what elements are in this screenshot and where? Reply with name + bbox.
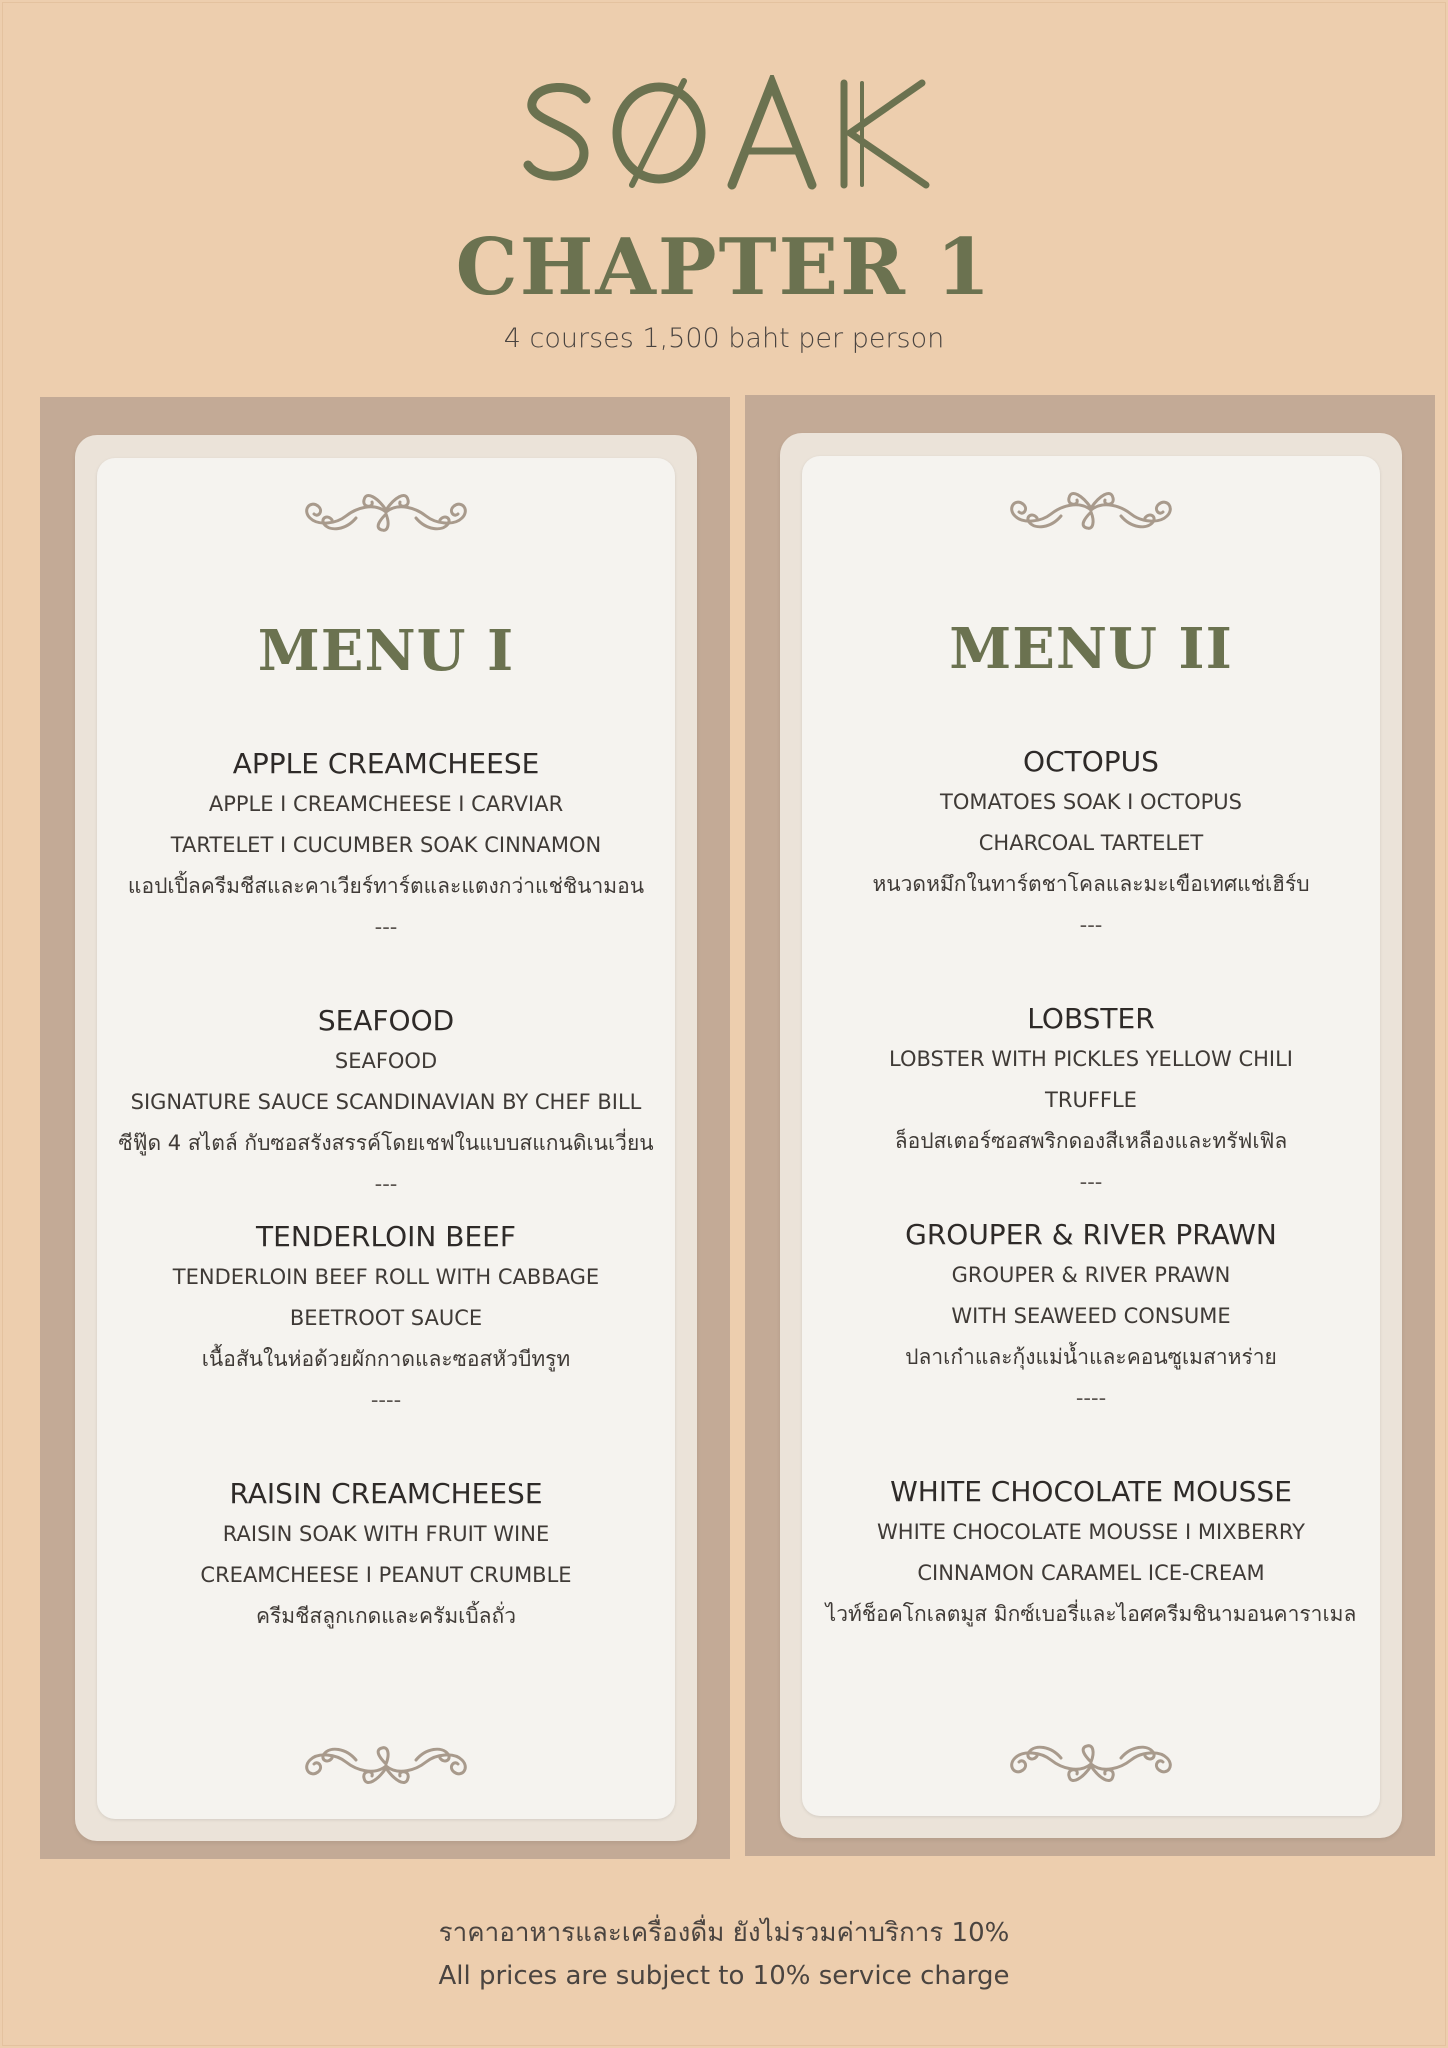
course-item — [97, 1474, 675, 1637]
course-name: APPLE CREAMCHEESE — [232, 747, 540, 780]
course-description-thai: ล็อปสเตอร์ซอสพริกดองสีเหลืองและทรัฟเฟิล — [894, 1129, 1288, 1153]
course-description-thai: เนื้อสันในห่อด้วยผักกาดและซอสหัวบีทรูท — [201, 1347, 571, 1371]
course-separator: ---- — [370, 1388, 402, 1412]
menu-title: MENU II — [949, 616, 1233, 682]
course-description-thai: หนวดหมึกในทาร์ตชาโคลและมะเขือเทศแช่เฮิร์บ — [872, 872, 1310, 896]
course-separator: --- — [1079, 1170, 1103, 1194]
course-name: WHITE CHOCOLATE MOUSSE — [890, 1475, 1292, 1508]
bottom-flourish-icon — [802, 1736, 1380, 1796]
course-name: OCTOPUS — [1023, 745, 1159, 778]
menu-card-1 — [97, 458, 675, 1819]
course-name: GROUPER & RIVER PRAWN — [905, 1218, 1277, 1251]
menu-card-2 — [802, 456, 1380, 1816]
course-description: SEAFOOD — [334, 1049, 438, 1073]
menu-card-frame — [75, 435, 697, 1841]
course-description: LOBSTER WITH PICKLES YELLOW CHILI — [889, 1047, 1293, 1071]
bottom-flourish-icon — [97, 1738, 675, 1798]
course-description: WHITE CHOCOLATE MOUSSE I MIXBERRY — [877, 1520, 1305, 1544]
course-name: SEAFOOD — [317, 1004, 455, 1037]
course-description: BEETROOT SAUCE — [289, 1306, 483, 1330]
course-name: RAISIN CREAMCHEESE — [229, 1477, 543, 1510]
course-description: TARTELET I CUCUMBER SOAK CINNAMON — [170, 833, 602, 857]
course-description: CREAMCHEESE I PEANUT CRUMBLE — [200, 1563, 572, 1587]
course-description: TENDERLOIN BEEF ROLL WITH CABBAGE — [172, 1265, 600, 1289]
course-item — [97, 1001, 675, 1204]
course-description-thai: ไวท์ช็อคโกเลตมูส มิกซ์เบอรี่และไอศครีมชินามอนคาราเมล — [825, 1602, 1357, 1626]
course-description: WITH SEAWEED CONSUME — [951, 1304, 1231, 1328]
top-flourish-icon — [802, 478, 1380, 538]
soak-logo — [0, 75, 1448, 195]
menu-panel-2 — [745, 395, 1435, 1856]
menu-card-frame — [780, 433, 1402, 1838]
course-description: TRUFFLE — [1045, 1088, 1137, 1112]
course-item — [802, 1472, 1380, 1635]
course-item — [802, 1215, 1380, 1418]
course-description: TOMATOES SOAK I OCTOPUS — [940, 790, 1242, 814]
course-name: TENDERLOIN BEEF — [256, 1220, 516, 1253]
course-separator: ---- — [1075, 1386, 1107, 1410]
footer-service-charge-note: All prices are subject to 10% service charge — [438, 1961, 1010, 1991]
course-description: APPLE I CREAMCHEESE I CARVIAR — [208, 792, 564, 816]
top-flourish-icon — [97, 480, 675, 540]
footer-thai-note: ราคาอาหารและเครื่องดื่ม ยังไม่รวมค่าบริการ 10% — [438, 1918, 1010, 1948]
course-description: CHARCOAL TARTELET — [978, 831, 1204, 855]
course-description: SIGNATURE SAUCE SCANDINAVIAN BY CHEF BILL — [130, 1090, 642, 1114]
course-description: CINNAMON CARAMEL ICE-CREAM — [917, 1561, 1265, 1585]
course-separator: --- — [1079, 913, 1103, 937]
course-description-thai: ซีฟู๊ด 4 สไตล์ กับซอสรังสรรค์โดยเชฟในแบบสแกนดิเนเวี่ยน — [118, 1131, 654, 1155]
course-description: GROUPER & RIVER PRAWN — [951, 1263, 1231, 1287]
chapter-title: CHAPTER 1 — [455, 222, 993, 313]
course-name: LOBSTER — [1027, 1002, 1155, 1035]
course-item — [97, 1217, 675, 1420]
course-item — [802, 999, 1380, 1202]
course-item — [97, 744, 675, 947]
course-item — [802, 742, 1380, 945]
course-description-thai: ครีมชีสลูกเกดและครัมเบิ้ลถั่ว — [255, 1604, 517, 1628]
course-description-thai: ปลาเก๋าและกุ้งแม่น้ำและคอนซูเมสาหร่าย — [905, 1345, 1277, 1369]
course-description-thai: แอปเปิ้ลครีมชีสและคาเวียร์ทาร์ตและแตงกว่าแช่ชินามอน — [127, 874, 645, 898]
menu-panel-1 — [40, 397, 730, 1859]
menu-title: MENU I — [257, 618, 515, 684]
course-separator: --- — [374, 915, 398, 939]
course-separator: --- — [374, 1172, 398, 1196]
course-description: RAISIN SOAK WITH FRUIT WINE — [222, 1522, 550, 1546]
price-line: 4 courses 1,500 baht per person — [503, 323, 945, 354]
